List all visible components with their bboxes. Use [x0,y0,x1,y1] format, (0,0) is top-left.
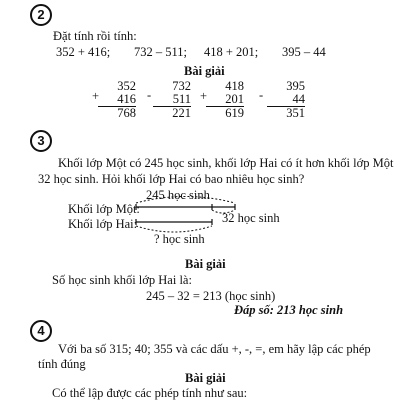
calc-4-result: 351 [286,106,305,120]
calc-3-b: 201 [206,93,244,107]
ex2-item-2: 732 – 511; [134,45,188,59]
ex3-problem-line-2: 32 học sinh. Hỏi khối lớp Hai có bao nhiêu học sinh? [38,172,305,186]
diagram-bottom-label: ? học sinh [154,232,205,246]
ex3-problem-line-1: Khối lớp Một có 245 học sinh, khối lớp Hai có ít hơn khối lớp Một [58,156,394,170]
exercise-3-number: 3 [30,130,52,152]
calc-1-a: 352 [117,79,136,93]
calc-2-b: 511 [153,93,191,107]
diagram-row2-label: Khối lớp Hai: [68,217,138,231]
brace-bottom [136,226,212,232]
ex2-prompt: Đặt tính rồi tính: [53,29,137,43]
ex2-solution-title: Bài giải [184,64,225,78]
calc-1-b: 416 [98,93,136,107]
calc-4-sign: - [259,88,264,102]
calc-3-sign: + [200,89,208,103]
ex3-solution-title: Bài giải [185,257,226,271]
ex3-solution-line-1: Số học sinh khối lớp Hai là: [52,273,192,287]
exercise-2-number: 2 [30,4,52,26]
ex3-solution-line-2: 245 – 32 = 213 (học sinh) [146,289,276,303]
diagram-top-label: 245 học sinh [146,188,210,202]
ex2-item-3: 418 + 201; [204,45,259,59]
ex4-solution-line-1: Có thể lập được các phép tính như sau: [52,386,248,400]
diagram-diff-label: 32 học sinh [222,211,280,225]
brace-top [136,197,235,204]
calc-1-sign: + [92,89,100,103]
calc-3-a: 418 [225,79,244,93]
calc-2-a: 732 [172,79,191,93]
diagram-row1-label: Khối lớp Một: [68,202,140,216]
calc-4-b: 44 [267,93,305,107]
ex4-problem-line-2: tính đúng [38,357,86,371]
calc-4-a: 395 [286,79,305,93]
brace-difference [212,210,235,213]
ex3-answer: Đáp số: 213 học sinh [234,303,344,317]
calc-3-result: 619 [225,106,244,120]
calc-1-result: 768 [117,106,136,120]
calc-2-result: 221 [172,106,191,120]
ex4-problem-line-1: Với ba số 315; 40; 355 và các dấu +, -, =, em hãy lập các phép [58,342,371,356]
exercise-4-number: 4 [30,320,52,342]
calc-2-sign: - [147,88,152,102]
ex2-item-4: 395 – 44 [282,45,326,59]
ex2-item-1: 352 + 416; [56,45,111,59]
ex4-solution-title: Bài giải [185,371,226,385]
